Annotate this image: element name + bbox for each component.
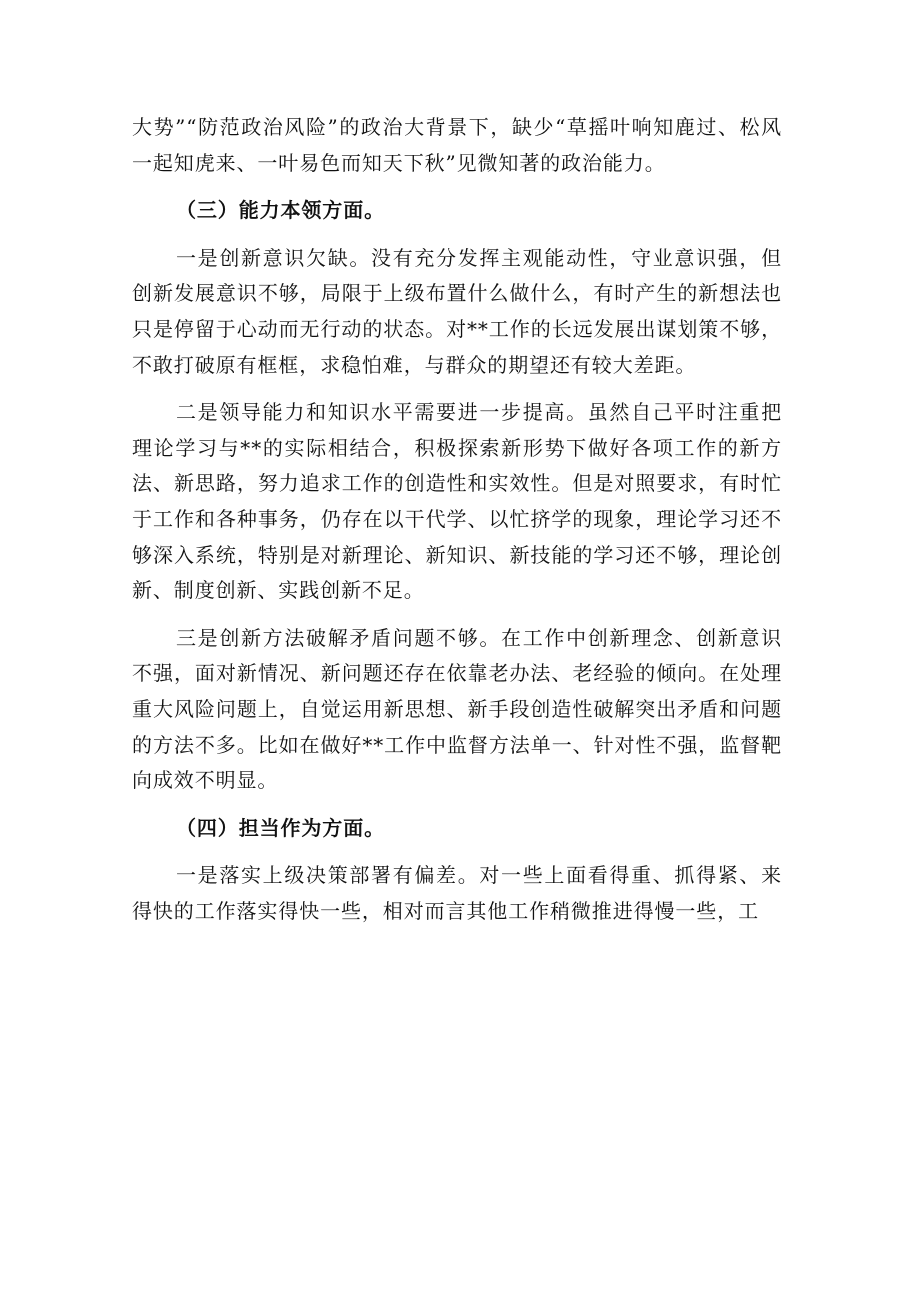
paragraph-4-1: 一是落实上级决策部署有偏差。对一些上面看得重、抓得紧、来得快的工作落实得快一些，相对而言其他工作稍微推进得慢一些，工: [132, 863, 782, 923]
paragraph-intro: 大势”“防范政治风险”的政治大背景下，缺少“草摇叶响知鹿过、松风一起知虎来、一叶易色而知天下秋”见微知著的政治能力。: [132, 115, 782, 175]
paragraph-3-1: 一是创新意识欠缺。没有充分发挥主观能动性，守业意识强，但创新发展意识不够，局限于上级布置什么做什么，有时产生的新想法也只是停留于心动而无行动的状态。对**工作的长远发展出谋划策不够，不敢打破原有框框，求稳怕难，与群众的期望还有较大差距。: [132, 245, 782, 377]
paragraph-3-3: 三是创新方法破解矛盾问题不够。在工作中创新理念、创新意识不强，面对新情况、新问题还存在依靠老办法、老经验的倾向。在处理重大风险问题上，自觉运用新思想、新手段创造性破解突出矛盾和问题的方法不多。比如在做好**工作中监督方法单一、针对性不强，监督靶向成效不明显。: [132, 625, 782, 793]
section-heading-4: （四）担当作为方面。: [176, 815, 385, 840]
document-page: [132, 110, 782, 929]
paragraph-3-2: 二是领导能力和知识水平需要进一步提高。虽然自己平时注重把理论学习与**的实际相结合，积极探索新形势下做好各项工作的新方法、新思路，努力追求工作的创造性和实效性。但是对照要求，有时忙于工作和各种事务，仍存在以干代学、以忙挤学的现象，理论学习还不够深入系统，特别是对新理论、新知识、新技能的学习还不够，理论创新、制度创新、实践创新不足。: [132, 400, 782, 603]
section-heading-3: （三）能力本领方面。: [176, 198, 385, 223]
